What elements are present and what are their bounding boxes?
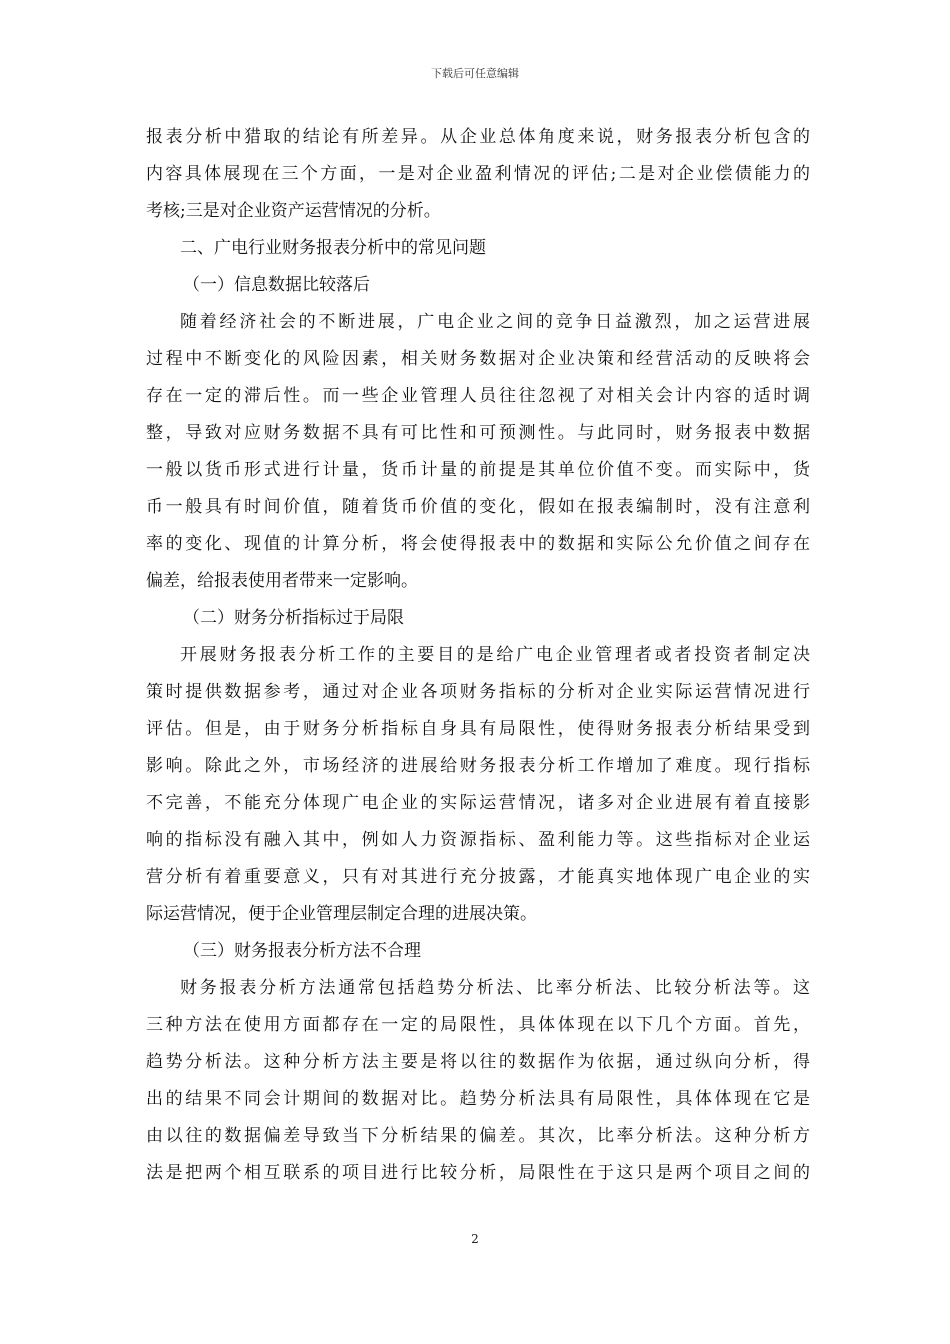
text-line: 响的指标没有融入其中，例如人力资源指标、盈利能力等。这些指标对企业运 [146,830,810,850]
text-line: 法是把两个相互联系的项目进行比较分析，局限性在于这只是两个项目之间的 [146,1163,810,1183]
text-line: 出的结果不同会计期间的数据对比。趋势分析法具有局限性，具体体现在它是 [146,1089,810,1109]
text-line: 过程中不断变化的风险因素，相关财务数据对企业决策和经营活动的反映将会 [146,349,810,369]
subsection-heading-1: （一）信息数据比较落后 [183,275,370,295]
page-header: 下载后可任意编辑 [431,67,519,80]
subsection-heading-3: （三）财务报表分析方法不合理 [183,941,421,961]
subsection-heading-2: （二）财务分析指标过于局限 [183,608,404,628]
text-line: 内容具体展现在三个方面，一是对企业盈利情况的评估;二是对企业偿债能力的 [146,164,810,184]
paragraph-body-1 [146,304,810,600]
text-line: 开展财务报表分析工作的主要目的是给广电企业管理者或者投资者制定决 [180,645,810,665]
text-line: 营分析有着重要意义，只有对其进行充分披露，才能真实地体现广电企业的实 [146,867,810,887]
text-line: 趋势分析法。这种分析方法主要是将以往的数据作为依据，通过纵向分析，得 [146,1052,810,1072]
text-line: 评估。但是，由于财务分析指标自身具有局限性，使得财务报表分析结果受到 [146,719,810,739]
text-line: 策时提供数据参考，通过对企业各项财务指标的分析对企业实际运营情况进行 [146,682,810,702]
text-line: 率的变化、现值的计算分析，将会使得报表中的数据和实际公允价值之间存在 [146,534,810,554]
text-line: 不完善，不能充分体现广电企业的实际运营情况，诸多对企业进展有着直接影 [146,793,810,813]
section-heading: 二、广电行业财务报表分析中的常见问题 [180,238,486,258]
text-line: 一般以货币形式进行计量，货币计量的前提是其单位价值不变。而实际中，货 [146,460,810,480]
text-line: 财务报表分析方法通常包括趋势分析法、比率分析法、比较分析法等。这 [180,978,810,998]
text-line: 整，导致对应财务数据不具有可比性和可预测性。与此同时，财务报表中数据 [146,423,810,443]
text-line: 考核;三是对企业资产运营情况的分析。 [146,201,441,221]
paragraph-continuation [146,119,810,230]
page-number: 2 [471,1232,479,1246]
document-body [146,119,810,1192]
text-line: 币一般具有时间价值，随着货币价值的变化，假如在报表编制时，没有注意利 [146,497,810,517]
paragraph-body-2 [146,637,810,933]
text-line: 由以往的数据偏差导致当下分析结果的偏差。其次，比率分析法。这种分析方 [146,1126,810,1146]
text-line: 存在一定的滞后性。而一些企业管理人员往往忽视了对相关会计内容的适时调 [146,386,810,406]
text-line: 偏差，给报表使用者带来一定影响。 [146,571,418,591]
paragraph-body-3 [146,970,810,1192]
text-line: 三种方法在使用方面都存在一定的局限性，具体体现在以下几个方面。首先， [146,1015,810,1035]
text-line: 际运营情况，便于企业管理层制定合理的进展决策。 [146,904,537,924]
text-line: 影响。除此之外，市场经济的进展给财务报表分析工作增加了难度。现行指标 [146,756,810,776]
text-line: 报表分析中猎取的结论有所差异。从企业总体角度来说，财务报表分析包含的 [146,127,810,147]
text-line: 随着经济社会的不断进展，广电企业之间的竞争日益激烈，加之运营进展 [180,312,810,332]
